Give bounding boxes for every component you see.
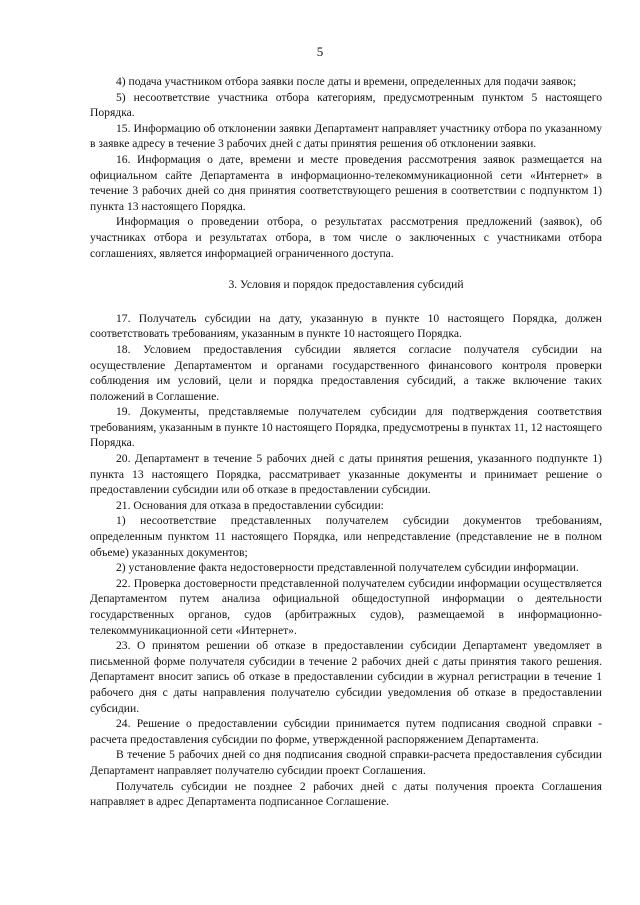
page-number: 5 — [316, 44, 324, 59]
paragraph-21-item-1: 1) несоответствие представленных получателем субсидии документов требованиям, определенным пунктом 11 настоящего Порядка, или непредставление (представление не в полном объеме) указанных документов; — [90, 514, 602, 559]
paragraph-14-item-4: 4) подача участником отбора заявки после даты и времени, определенных для подачи заявок; — [116, 75, 577, 88]
paragraph-18: 18. Условием предоставления субсидии является согласие получателя субсидии на осуществление Департаментом и органами государственного финансового контроля проверки соблюдения им условий, цели и порядка предоставления субсидий, а также включение таких положений в Соглашение. — [90, 342, 602, 403]
section-heading: 3. Условия и порядок предоставления субсидий — [228, 278, 464, 292]
paragraph-14-item-5: 5) несоответствие участника отбора категориям, предусмотренным пунктом 5 настоящего Порядка. — [90, 90, 602, 120]
paragraph-17: 17. Получатель субсидии на дату, указанную в пункте 10 настоящего Порядка, должен соответствовать требованиям, указанным в пункте 10 настоящего Порядка. — [90, 311, 602, 341]
paragraph-22: 22. Проверка достоверности представленной получателем субсидии информации осуществляется Департаментом путем анализа официальной общедоступной информации о деятельности государственных органов, судов (арбитражных судов), размещаемой в информационно-телекоммуникационной сети «Интернет». — [90, 576, 602, 637]
paragraph-24-draft: В течение 5 рабочих дней со дня подписания сводной справки-расчета предоставления субсидии Департамент направляет получателю субсидии проект Соглашения. — [90, 748, 602, 777]
paragraph-15: 15. Информацию об отклонении заявки Департамент направляет участнику отбора по указанному в заявке адресу в течение 3 рабочих дней с даты принятия решения об отклонении заявки. — [90, 121, 602, 151]
paragraph-16-info: Информация о проведении отбора, о результатах рассмотрения предложений (заявок), об участниках отбора и результатах отбора, в том числе о заключенных с участниками отбора соглашениях, является информацией ограниченного доступа. — [90, 215, 602, 260]
paragraph-19: 19. Документы, представляемые получателем субсидии для подтверждения соответствия требованиям, указанным в пункте 10 настоящего Порядка, предусмотрены в пунктах 11, 12 настоящего Порядка. — [90, 405, 602, 450]
paragraph-23: 23. О принятом решении об отказе в предоставлении субсидии Департамент уведомляет в письменной форме получателя субсидии в течение 2 рабочих дней с даты принятия такого решения. Департамент вносит запись об отказе в предоставлении субсидии в журнал регистрации в течение 1 рабочего дня с даты направления получателю субсидии уведомления об отказе в предоставлении субсидии. — [90, 639, 602, 715]
paragraph-24-signed: Получатель субсидии не позднее 2 рабочих дней с даты получения проекта Соглашения направляет в адрес Департамента подписанное Соглашение. — [90, 779, 602, 809]
paragraph-21-item-2: 2) установление факта недостоверности представленной получателем субсидии информации. — [116, 561, 579, 575]
paragraph-16: 16. Информация о дате, времени и месте проведения рассмотрения заявок размещается на официальном сайте Департамента в информационно-телекоммуникационной сети «Интернет» в течение 3 рабочих дней со дня принятия соответствующего решения в соответствии с подпунктом 1) пункта 13 настоящего Порядка. — [90, 152, 602, 213]
paragraph-20: 20. Департамент в течение 5 рабочих дней с даты принятия решения, указанного подпункте 1) пункта 13 настоящего Порядка, рассматривает указанные документы и принимает решение о предоставлении субсидии или об отказе в предоставлении субсидии. — [90, 452, 602, 497]
paragraph-24: 24. Решение о предоставлении субсидии принимается путем подписания сводной справки - расчета предоставления субсидии по форме, утвержденной распоряжением Департамента. — [90, 717, 602, 746]
document-body — [90, 74, 602, 810]
paragraph-21: 21. Основания для отказа в предоставлении субсидии: — [116, 498, 384, 512]
